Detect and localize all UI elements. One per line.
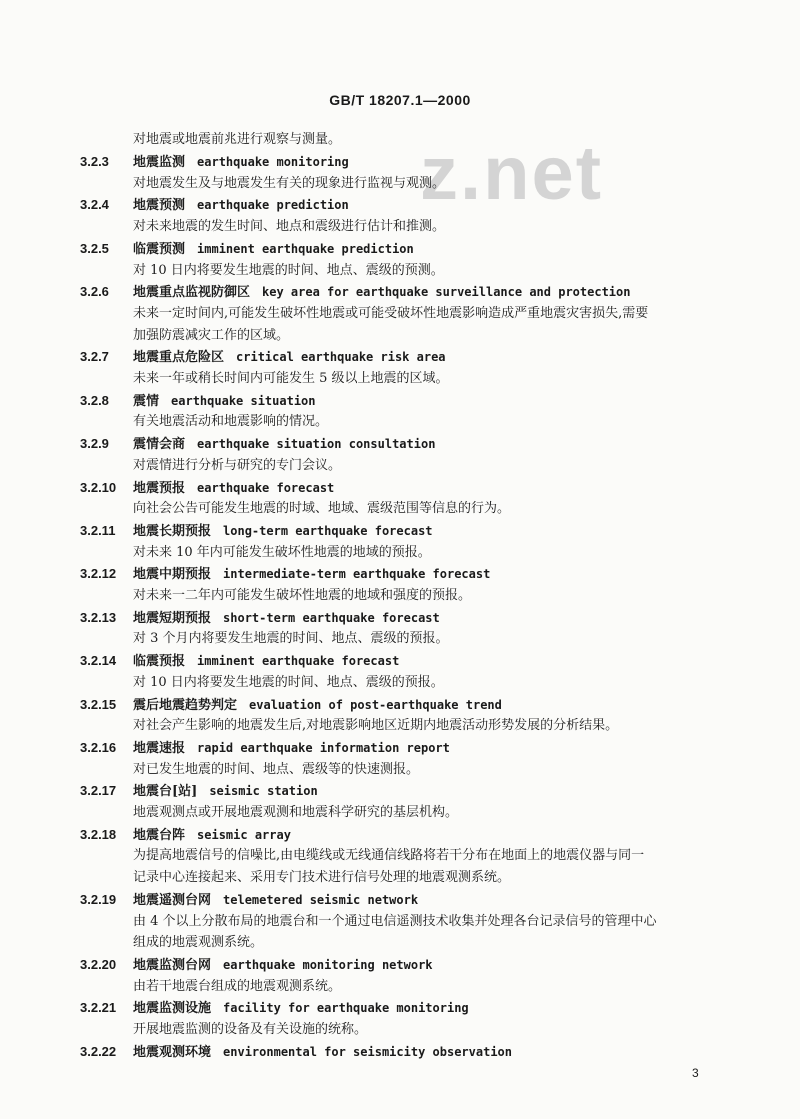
entry-definition-line: 组成的地震观测系统。	[133, 935, 264, 951]
entry-term-english: earthquake monitoring	[197, 155, 349, 169]
entry-term-chinese: 地震中期预报	[133, 567, 212, 583]
entry-term-chinese: 震情会商	[133, 437, 186, 453]
entry-term-chinese: 地震台[站]	[133, 784, 198, 800]
entry-terms	[133, 479, 334, 498]
entry-term-english: telemetered seismic network	[223, 892, 419, 907]
entry-terms	[133, 782, 318, 801]
entry-definition-line: 对未来 10 年内可能发生破坏性地震的地域的预报。	[133, 544, 431, 560]
entry-definition-line: 为提高地震信号的信噪比,由电缆线或无线通信线路将若干分布在地面上的地震仪器与同一	[133, 848, 645, 864]
entry-definition-line: 未来一年或稍长时间内可能发生 5 级以上地震的区域。	[133, 371, 449, 386]
entry-term-english: environmental for seismicity observation	[223, 1044, 512, 1059]
entry-term-chinese: 地震长期预报	[133, 523, 212, 539]
entry-term-chinese: 临震预报	[133, 654, 186, 670]
entry-term-chinese: 临震预测	[133, 241, 186, 257]
entry-terms	[133, 1043, 512, 1062]
entry-definition-line: 对 3 个月内将要发生地震的时间、地点、震级的预报。	[133, 631, 449, 647]
entry-terms	[133, 565, 490, 584]
entry-definition-line: 对未来地震的发生时间、地点和震级进行估计和推测。	[133, 219, 446, 235]
entry-definition-line: 由若干地震台组成的地震观测系统。	[133, 978, 342, 994]
entry-terms	[133, 348, 446, 367]
entry-terms	[133, 435, 435, 454]
entry-terms	[133, 609, 440, 628]
entry-definition-line: 对未来一二年内可能发生破坏性地震的地域和强度的预报。	[133, 588, 472, 603]
entry-term-english: earthquake situation consultation	[197, 437, 436, 452]
entry-term-chinese: 地震速报	[133, 740, 186, 756]
entry-terms	[133, 696, 502, 715]
entry-terms	[133, 739, 450, 758]
entry-number: 3.2.9	[80, 436, 109, 452]
entry-terms	[133, 826, 291, 845]
entry-term-chinese: 地震预测	[133, 198, 186, 214]
entry-number: 3.2.13	[80, 609, 117, 625]
entry-terms	[133, 283, 630, 302]
entry-number: 3.2.17	[80, 783, 117, 799]
entry-term-english: intermediate-term earthquake forecast	[223, 567, 491, 582]
entry-number: 3.2.21	[80, 1000, 117, 1016]
entry-number: 3.2.11	[80, 522, 116, 538]
entry-definition-line: 对 10 日内将要发生地震的时间、地点、震级的预测。	[133, 262, 444, 278]
entry-definition-line: 对 10 日内将要发生地震的时间、地点、震级的预报。	[133, 674, 444, 690]
entry-term-english: seismic station	[209, 784, 318, 799]
entry-number: 3.2.15	[80, 696, 117, 712]
entry-terms	[133, 196, 349, 215]
entry-number: 3.2.6	[80, 284, 109, 300]
entry-terms	[133, 522, 433, 541]
entry-term-english: seismic array	[197, 827, 291, 842]
entry-definition-line: 对社会产生影响的地震发生后,对地震影响地区近期内地震活动形势发展的分析结果。	[133, 718, 619, 734]
watermark: z.net	[420, 131, 604, 216]
entry-term-chinese: 地震重点危险区	[133, 350, 225, 366]
entry-terms	[133, 392, 316, 411]
entry-term-english: facility for earthquake monitoring	[223, 1001, 469, 1016]
entry-definition-line: 记录中心连接起来、采用专门技术进行信号处理的地震观测系统。	[133, 870, 511, 886]
entry-definition-line: 由 4 个以上分散布局的地震台和一个通过电信遥测技术收集并处理各台记录信号的管理中心	[133, 913, 657, 929]
entry-number: 3.2.12	[80, 566, 117, 582]
entry-term-chinese: 地震监测台网	[133, 957, 212, 973]
entry-term-english: short-term earthquake forecast	[223, 610, 440, 625]
entry-definition-line: 向社会公告可能发生地震的时域、地域、震级范围等信息的行为。	[133, 501, 511, 517]
entry-term-chinese: 地震预报	[133, 480, 186, 496]
entry-term-chinese: 地震重点监视防御区	[133, 285, 251, 301]
entry-definition-line: 未来一定时间内,可能发生破坏性地震或可能受破坏性地震影响造成严重地震灾害损失,需要	[133, 305, 649, 321]
entry-definition-line: 对已发生地震的时间、地点、震级等的快速测报。	[133, 761, 420, 777]
entry-term-chinese: 地震监测设施	[133, 1001, 212, 1017]
entry-number: 3.2.20	[80, 956, 117, 972]
entry-terms	[133, 956, 433, 975]
entry-term-english: evaluation of post-earthquake trend	[249, 697, 502, 712]
entry-term-english: rapid earthquake information report	[197, 740, 450, 755]
entry-term-chinese: 地震短期预报	[133, 610, 212, 626]
entry-term-chinese: 地震台阵	[133, 827, 186, 843]
entry-term-english: earthquake situation	[171, 393, 316, 408]
entry-term-english: earthquake monitoring network	[223, 957, 433, 972]
entry-number: 3.2.8	[80, 392, 109, 408]
entry-term-chinese: 地震遥测台网	[133, 892, 212, 908]
document-header: GB/T 18207.1—2000	[329, 92, 471, 108]
entry-term-english: earthquake prediction	[197, 198, 349, 213]
entry-term-chinese: 地震监测	[133, 155, 186, 170]
entry-definition-line: 加强防震减灾工作的区域。	[133, 327, 290, 343]
entry-term-chinese: 地震观测环境	[133, 1044, 212, 1060]
entry-number: 3.2.4	[80, 197, 109, 213]
entry-definition-line: 地震观测点或开展地震观测和地震科学研究的基层机构。	[133, 805, 459, 820]
entry-number: 3.2.3	[80, 154, 109, 169]
entry-number: 3.2.18	[80, 826, 117, 842]
entry-term-english: critical earthquake risk area	[236, 350, 446, 365]
entry-number: 3.2.5	[80, 240, 109, 256]
page-number: 3	[692, 1066, 699, 1080]
entry-terms	[133, 999, 469, 1018]
entry-number: 3.2.7	[80, 349, 109, 365]
entry-definition-line: 开展地震监测的设备及有关设施的统称。	[133, 1022, 368, 1037]
entry-number: 3.2.19	[80, 891, 117, 907]
entry-terms	[133, 891, 418, 910]
entry-number: 3.2.16	[80, 739, 117, 755]
entry-terms	[133, 652, 399, 671]
entry-definition-line: 有关地震活动和地震影响的情况。	[133, 414, 329, 430]
entry-terms	[133, 153, 349, 172]
entry-number: 3.2.14	[80, 653, 117, 669]
entry-number: 3.2.10	[80, 479, 117, 495]
entry-term-english: imminent earthquake forecast	[197, 654, 400, 669]
entry-term-english: earthquake forecast	[197, 480, 335, 495]
entry-term-english: imminent earthquake prediction	[197, 241, 414, 256]
entry-definition-line: 对震情进行分析与研究的专门会议。	[133, 457, 342, 473]
entry-definition-line: 对地震发生及与地震发生有关的现象进行监视与观测。	[133, 175, 446, 191]
entry-term-chinese: 震情	[133, 393, 160, 409]
entry-term-chinese: 震后地震趋势判定	[133, 697, 238, 713]
entry-term-english: key area for earthquake surveillance and protection	[262, 285, 631, 300]
intro-definition-line: 对地震或地震前兆进行观察与测量。	[133, 132, 342, 147]
entry-terms	[133, 240, 414, 259]
entry-term-english: long-term earthquake forecast	[223, 523, 433, 538]
entry-number: 3.2.22	[80, 1043, 117, 1059]
